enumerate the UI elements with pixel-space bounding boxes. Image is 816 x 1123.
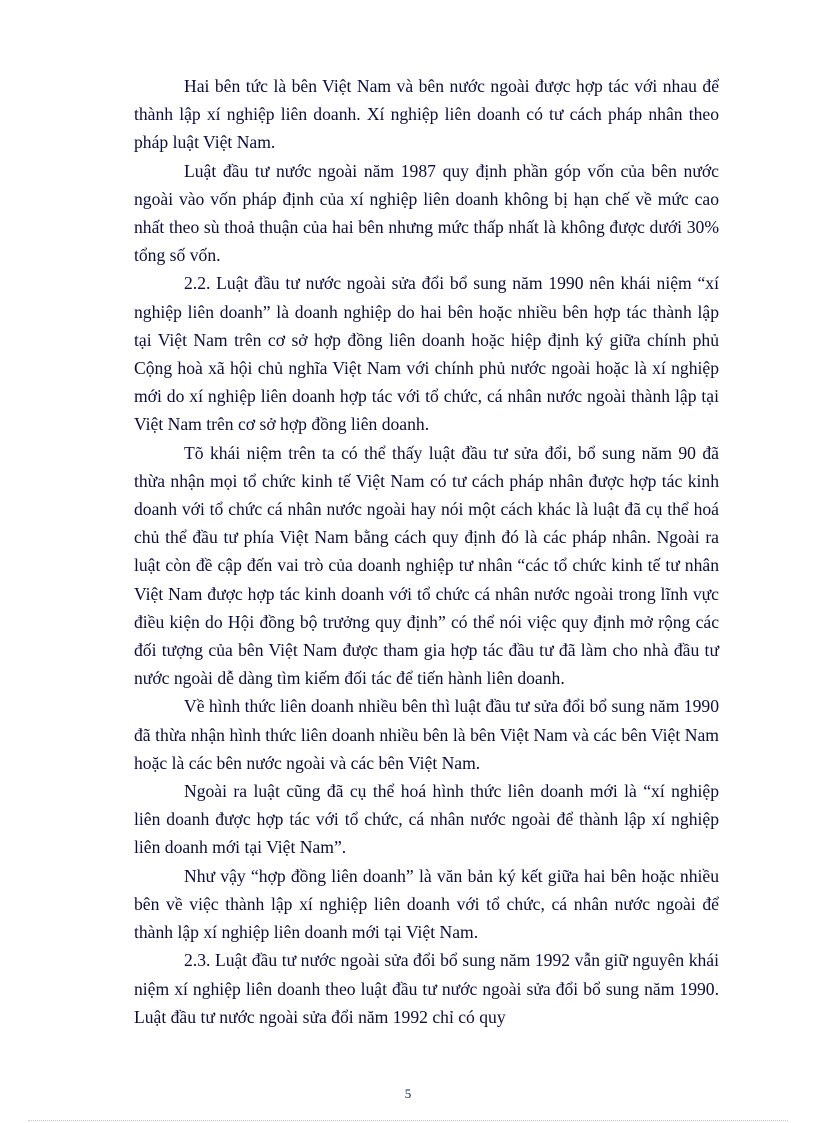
paragraph-6: Ngoài ra luật cũng đã cụ thể hoá hình thức liên doanh mới là “xí nghiệp liên doanh được hợp tác với tổ chức, cá nhân nước ngoài để thành lập xí nghiệp liên doanh mới tại Việt Nam”.: [134, 781, 719, 858]
paragraph-8: 2.3. Luật đầu tư nước ngoài sửa đổi bổ sung năm 1992 vẫn giữ nguyên khái niệm xí nghiệp liên doanh theo luật đầu tư nước ngoài sửa đổi bổ sung năm 1990. Luật đầu tư nước ngoài sửa đổi năm 1992 chỉ có quy: [134, 950, 719, 1027]
page-number: 5: [404, 1086, 412, 1101]
paragraph-5: Về hình thức liên doanh nhiều bên thì luật đầu tư sửa đổi bổ sung năm 1990 đã thừa nhận hình thức liên doanh nhiều bên là bên Việt Nam và các bên Việt Nam hoặc là các bên nước ngoài và các bên Việt Nam.: [134, 696, 719, 773]
footer-divider: [28, 1120, 788, 1121]
paragraph-2: Luật đầu tư nước ngoài năm 1987 quy định phần góp vốn của bên nước ngoài vào vốn pháp định của xí nghiệp liên doanh không bị hạn chế về mức cao nhất theo sù thoả thuận của hai bên nhưng mức thấp nhất là không được dưới 30% tổng số vốn.: [134, 160, 719, 266]
paragraph-3: 2.2. Luật đầu tư nước ngoài sửa đổi bổ sung năm 1990 nên khái niệm “xí nghiệp liên doanh” là doanh nghiệp do hai bên hoặc nhiều bên hợp tác thành lập tại Việt Nam trên cơ sở hợp đồng liên doanh hoặc hiệp định ký giữa chính phủ Cộng hoà xã hội chủ nghĩa Việt Nam với chính phủ nước ngoài hoặc là xí nghiệp mới do xí nghiệp liên doanh hợp tác với tổ chức, cá nhân nước ngoài thành lập tại Việt Nam trên cơ sở hợp đồng liên doanh.: [134, 273, 719, 435]
paragraph-7: Như vậy “hợp đồng liên doanh” là văn bản ký kết giữa hai bên hoặc nhiều bên về việc thành lập xí nghiệp liên doanh với tổ chức, cá nhân nước ngoài để thành lập xí nghiệp liên doanh mới tại Việt Nam.: [134, 865, 719, 943]
paragraph-4: Tõ khái niệm trên ta có thể thấy luật đầu tư sửa đổi, bổ sung năm 90 đã thừa nhận mọi tổ chức kinh tế Việt Nam có tư cách pháp nhân được hợp tác kinh doanh với tổ chức cá nhân nước ngoài hay nói một cách khác là luật đã cụ thể hoá chủ thể đầu tư phía Việt Nam bằng cách quy định đó là các pháp nhân. Ngoài ra luật còn đề cập đến vai trò của doanh nghiệp tư nhân “các tổ chức kinh tế tư nhân Việt Nam được hợp tác kinh doanh với tổ chức cá nhân nước ngoài trong lĩnh vực điều kiện do Hội đồng bộ trưởng quy định” có thể nói việc quy định mở rộng các đối tượng của bên Việt Nam được tham gia hợp tác đầu tư đã làm cho nhà đầu tư nước ngoài dễ dàng tìm kiếm đối tác để tiến hành liên doanh.: [134, 442, 719, 689]
body-text: [134, 72, 719, 1031]
paragraph-1: Hai bên tức là bên Việt Nam và bên nước ngoài được hợp tác với nhau để thành lập xí nghiệp liên doanh. Xí nghiệp liên doanh có tư cách pháp nhân theo pháp luật Việt Nam.: [134, 76, 719, 153]
